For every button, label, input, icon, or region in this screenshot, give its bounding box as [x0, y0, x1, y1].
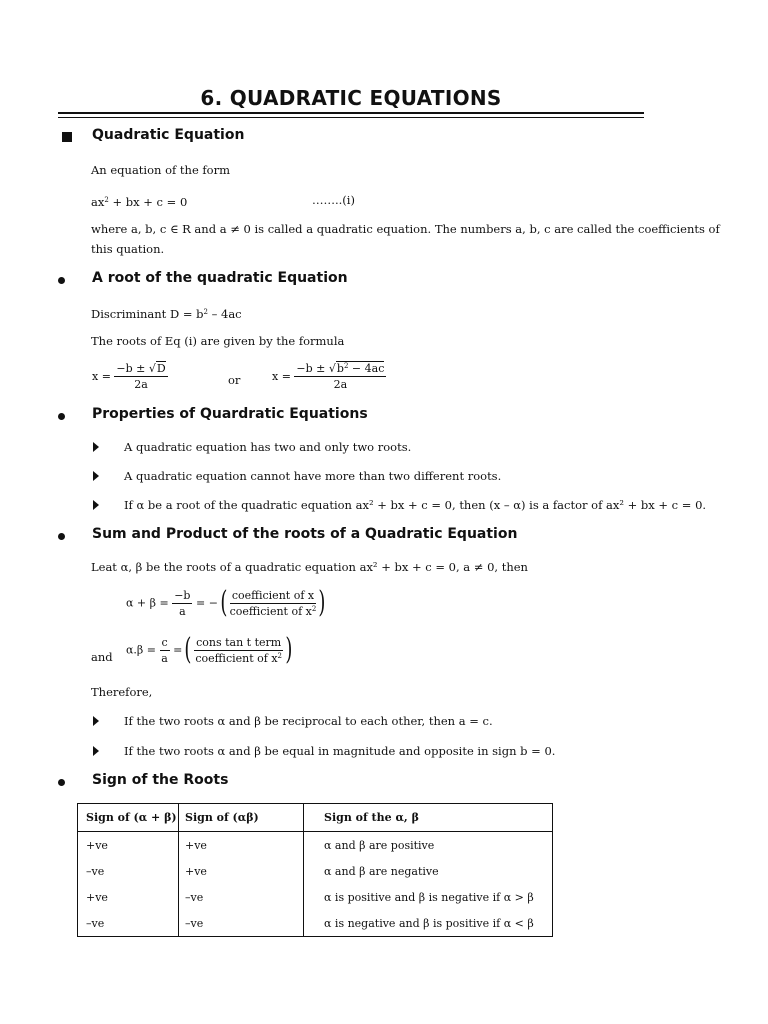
paragraph-roots-formula: The roots of Eq (i) are given by the formula [91, 334, 345, 348]
triangle-bullet-icon [93, 442, 99, 452]
square-bullet-icon [62, 132, 72, 142]
table-cell: α and β are positive [324, 838, 435, 852]
table-row [78, 858, 553, 884]
or-text: or [228, 373, 241, 387]
table-row [78, 910, 553, 937]
title-rule-thick [58, 112, 644, 114]
table-header: Sign of the α, β [304, 804, 553, 832]
table-cell: –ve [78, 858, 179, 884]
paragraph-equation-form: An equation of the form [91, 163, 230, 177]
table-cell: α and β are negative [324, 864, 439, 878]
table-cell: +ve [179, 832, 304, 859]
paragraph-definition-line2: this quation. [91, 242, 165, 256]
section-heading-sum-product: Sum and Product of the roots of a Quadratic Equation [92, 526, 518, 542]
triangle-bullet-icon [93, 471, 99, 481]
sign-of-roots-table [77, 803, 553, 937]
list-item: If the two roots α and β be equal in magnitude and opposite in sign b = 0. [124, 744, 556, 758]
triangle-bullet-icon [93, 716, 99, 726]
table-row [78, 884, 553, 910]
title-rule-thin [58, 117, 644, 118]
table-header: Sign of (αβ) [179, 804, 304, 832]
page-title: 6. QUADRATIC EQUATIONS [200, 86, 502, 110]
table-header: Sign of (α + β) [78, 804, 179, 832]
equation-general-form: $ax^2$ + bx + c = 0 [91, 195, 188, 209]
triangle-bullet-icon [93, 746, 99, 756]
section-heading-root: A root of the quadratic Equation [92, 270, 348, 286]
sum-of-roots-formula: α + β = $\frac{-b}{a}$ = −( $\frac{\text{coefficient of x}}{coefficient of x^2}$ ) [126, 585, 326, 620]
dot-bullet-icon [58, 533, 65, 540]
list-item: If α be a root of the quadratic equation ax² + bx + c = 0, then (x – α) is a factor of ax² + bx + c = 0. [124, 498, 707, 512]
equation-label: ……..(i) [312, 193, 355, 207]
section-heading-sign-of-roots: Sign of the Roots [92, 772, 229, 788]
dot-bullet-icon [58, 277, 65, 284]
section-heading-quadratic-equation: Quadratic Equation [92, 127, 245, 143]
list-item: If the two roots α and β be reciprocal to each other, then a = c. [124, 714, 493, 728]
section-heading-properties: Properties of Quardratic Equations [92, 406, 368, 422]
therefore-text: Therefore, [91, 685, 153, 699]
list-item: A quadratic equation cannot have more than two different roots. [124, 469, 502, 483]
product-of-roots-formula: α.β = $\frac{c}{a}$ =( $\frac{\text{cons tan t term}}{coefficient of x^2}$ ) [126, 632, 293, 667]
table-cell: α is positive and β is negative if α > β [324, 890, 534, 904]
table-cell: +ve [78, 884, 179, 910]
table-cell: +ve [78, 832, 179, 859]
table-cell: +ve [179, 858, 304, 884]
paragraph-sum-product-intro: Leat α, β be the roots of a quadratic equation ax² + bx + c = 0, a ≠ 0, then [91, 560, 528, 574]
root-formula-expanded: x = $\frac{-b \pm √b^2 - 4ac}{2a}$ [272, 362, 385, 391]
dot-bullet-icon [58, 413, 65, 420]
list-item: A quadratic equation has two and only two roots. [124, 440, 412, 454]
table-cell: –ve [179, 910, 304, 937]
table-cell: –ve [179, 884, 304, 910]
table-cell: α is negative and β is positive if α < β [324, 916, 534, 930]
triangle-bullet-icon [93, 500, 99, 510]
dot-bullet-icon [58, 779, 65, 786]
and-text: and [91, 650, 113, 664]
table-cell: –ve [78, 910, 179, 937]
table-header-row [78, 804, 553, 832]
discriminant-formula: Discriminant $D = b^2 - 4ac$ [91, 307, 242, 321]
paragraph-definition-line1: where a, b, c ∈ R and a ≠ 0 is called a quadratic equation. The numbers a, b, c are called the coefficients of [91, 222, 720, 236]
root-formula-discriminant: x = $\frac{-b \pm √D}{2a}$ [92, 362, 166, 391]
table-row [78, 832, 553, 859]
